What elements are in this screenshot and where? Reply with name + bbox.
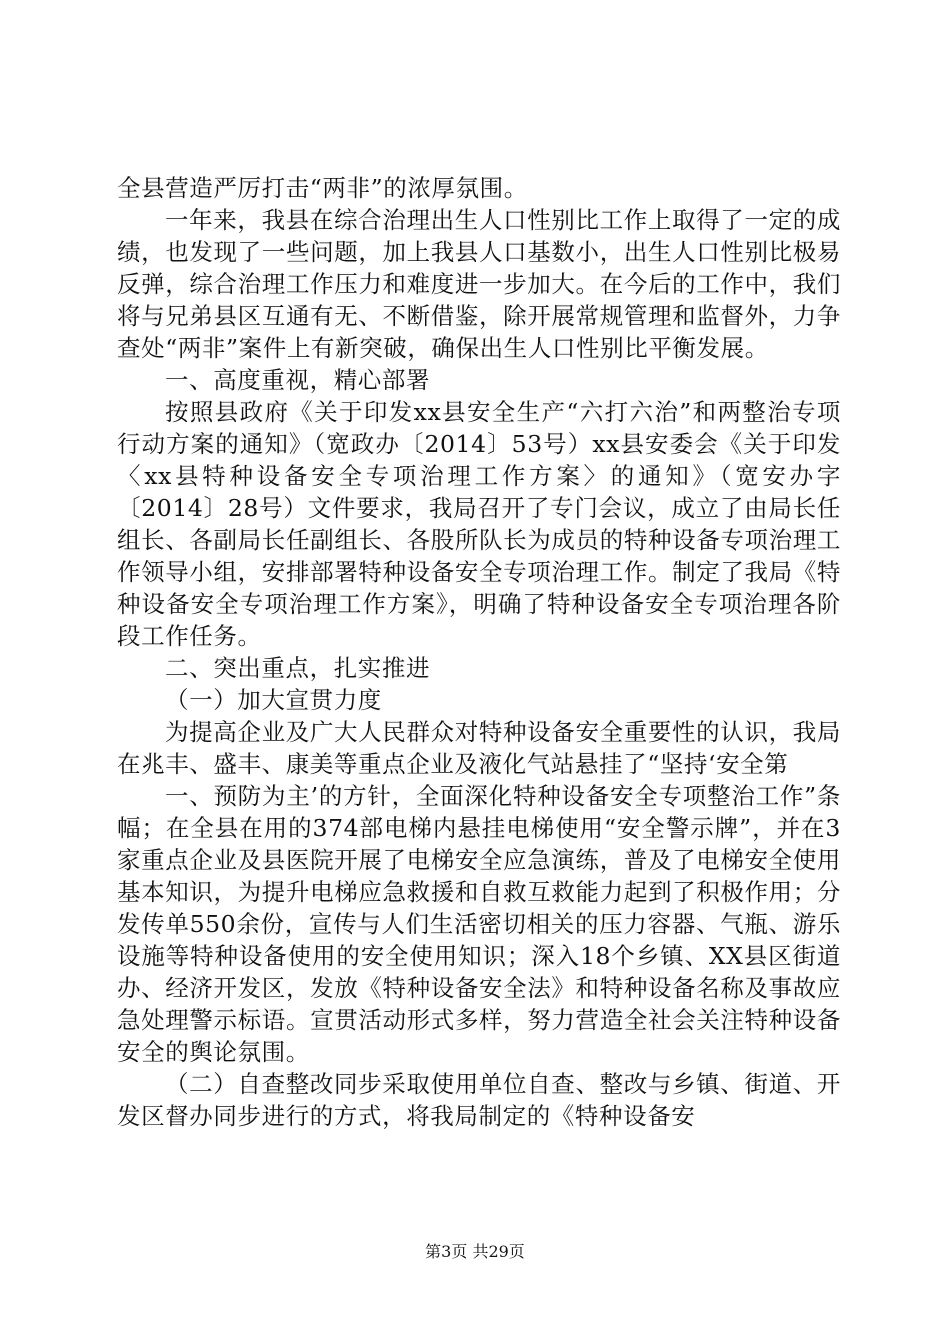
paragraph-summary: 一年来，我县在综合治理出生人口性别比工作上取得了一定的成绩，也发现了一些问题，加上我县人口基数小，出生人口性别比极易反弹，综合治理工作压力和难度进一步加大。在今后的工作中，我们将与兄弟县区互通有无、不断借鉴，除开展常规管理和监督外，力争查处“两非”案件上有新突破，确保出生人口性别比平衡发展。 — [117, 206, 841, 362]
section-heading-1: 一、高度重视，精心部署 — [165, 366, 431, 394]
subsection-heading-1: （一）加大宣贯力度 — [165, 686, 382, 714]
paragraph-deployment: 按照县政府《关于印发xx县安全生产“六打六治”和两整治专项行动方案的通知》（宽政办〔2014〕53号）xx县安委会《关于印发〈xx县特种设备安全专项治理工作方案〉的通知》（宽安办字〔2014〕28号）文件要求，我局召开了专门会议，成立了由局长任组长、各副局长任副组长、各股所队长为成员的特种设备专项治理工作领导小组，安排部署特种设备安全专项治理工作。制定了我局《特种设备安全专项治理工作方案》，明确了特种设备安全专项治理各阶段工作任务。 — [117, 398, 841, 650]
paragraph-publicity-intro: 为提高企业及广大人民群众对特种设备安全重要性的认识，我局在兆丰、盛丰、康美等重点企业及液化气站悬挂了“坚持‘安全第 — [117, 718, 841, 778]
section-heading-2: 二、突出重点，扎实推进 — [165, 654, 431, 682]
paragraph-publicity-detail: 一、预防为主’的方针，全面深化特种设备安全专项整治工作”条幅；在全县在用的374部电梯内悬挂电梯使用“安全警示牌”，并在3家重点企业及县医院开展了电梯安全应急演练，普及了电梯安全使用基本知识，为提升电梯应急救援和自救互救能力起到了积极作用；分发传单550余份，宣传与人们生活密切相关的压力容器、气瓶、游乐设施等特种设备使用的安全使用知识；深入18个乡镇、XX县区街道办、经济开发区，发放《特种设备安全法》和特种设备名称及事故应急处理警示标语。宣贯活动形式多样，努力营造全社会关注特种设备安全的舆论氛围。 — [117, 782, 841, 1066]
page-number-footer: 第3页 共29页 — [425, 1242, 525, 1261]
paragraph-continuation: 全县营造严厉打击“两非”的浓厚氛围。 — [117, 174, 528, 202]
paragraph-self-inspection: （二）自查整改同步采取使用单位自查、整改与乡镇、街道、开发区督办同步进行的方式，将我局制定的《特种设备安 — [117, 1070, 841, 1130]
document-body — [117, 172, 841, 1132]
